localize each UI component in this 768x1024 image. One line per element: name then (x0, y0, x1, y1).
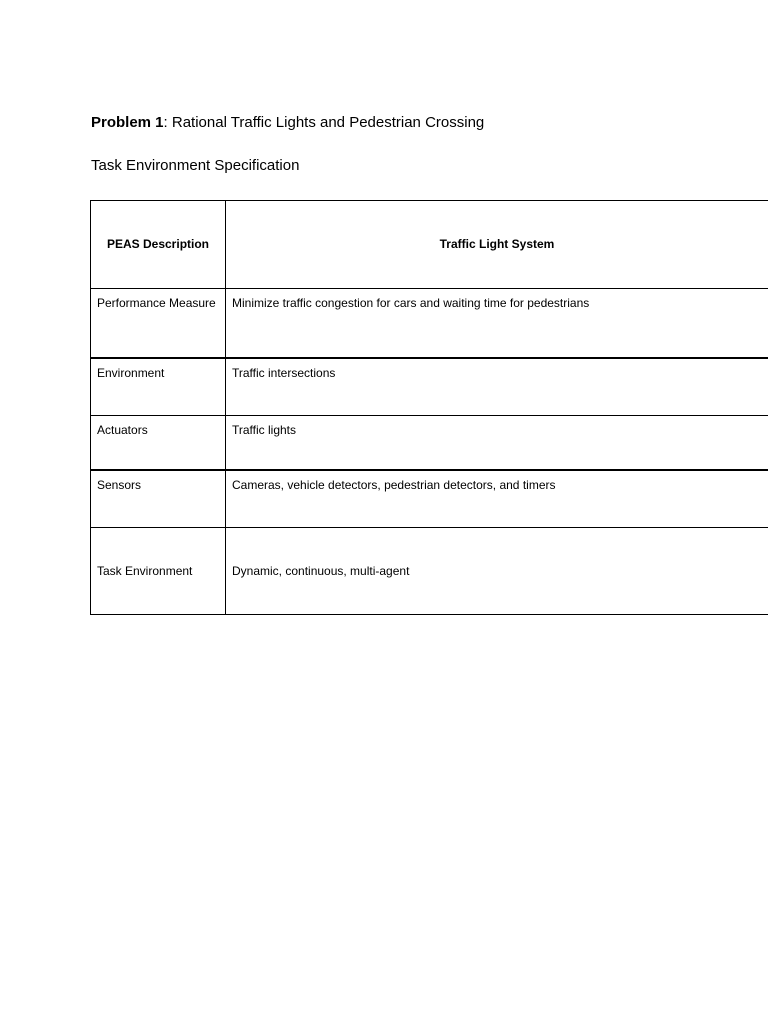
row-value-cell (226, 358, 768, 416)
column-header-peas: PEAS Description (91, 201, 226, 289)
column-header-traffic-light-system: Traffic Light System (226, 201, 768, 289)
row-label: Task Environment (97, 563, 193, 578)
row-value-cell (226, 470, 768, 528)
row-label-cell (91, 358, 226, 416)
row-label-cell (91, 416, 226, 470)
row-label-cell (91, 470, 226, 528)
row-value: Traffic lights (232, 423, 297, 437)
row-value: Cameras, vehicle detectors, pedestrian detectors, and timers (232, 477, 556, 492)
row-label: Environment (97, 365, 165, 380)
table-header-row (91, 201, 768, 289)
section-heading: Task Environment Specification (91, 157, 300, 174)
row-value: Dynamic, continuous, multi-agent (232, 563, 410, 578)
row-value: Minimize traffic congestion for cars and waiting time for pedestrians (232, 296, 590, 310)
table-row (91, 470, 768, 528)
row-value-cell (226, 289, 768, 358)
table-row (91, 358, 768, 416)
problem-title: : Rational Traffic Lights and Pedestrian Crossing (163, 114, 485, 131)
row-label-cell (91, 289, 226, 358)
problem-heading (91, 113, 484, 133)
table-row (91, 416, 768, 470)
row-value-cell (226, 416, 768, 470)
row-value: Traffic intersections (232, 365, 336, 380)
row-label: Actuators (97, 423, 148, 437)
row-label: Sensors (97, 477, 142, 492)
problem-label: Problem 1 (91, 114, 164, 131)
peas-table (90, 200, 768, 615)
table-row (91, 289, 768, 358)
row-value-cell (226, 528, 768, 615)
row-label: Performance Measure (97, 296, 216, 310)
table-row (91, 528, 768, 615)
row-label-cell (91, 528, 226, 615)
